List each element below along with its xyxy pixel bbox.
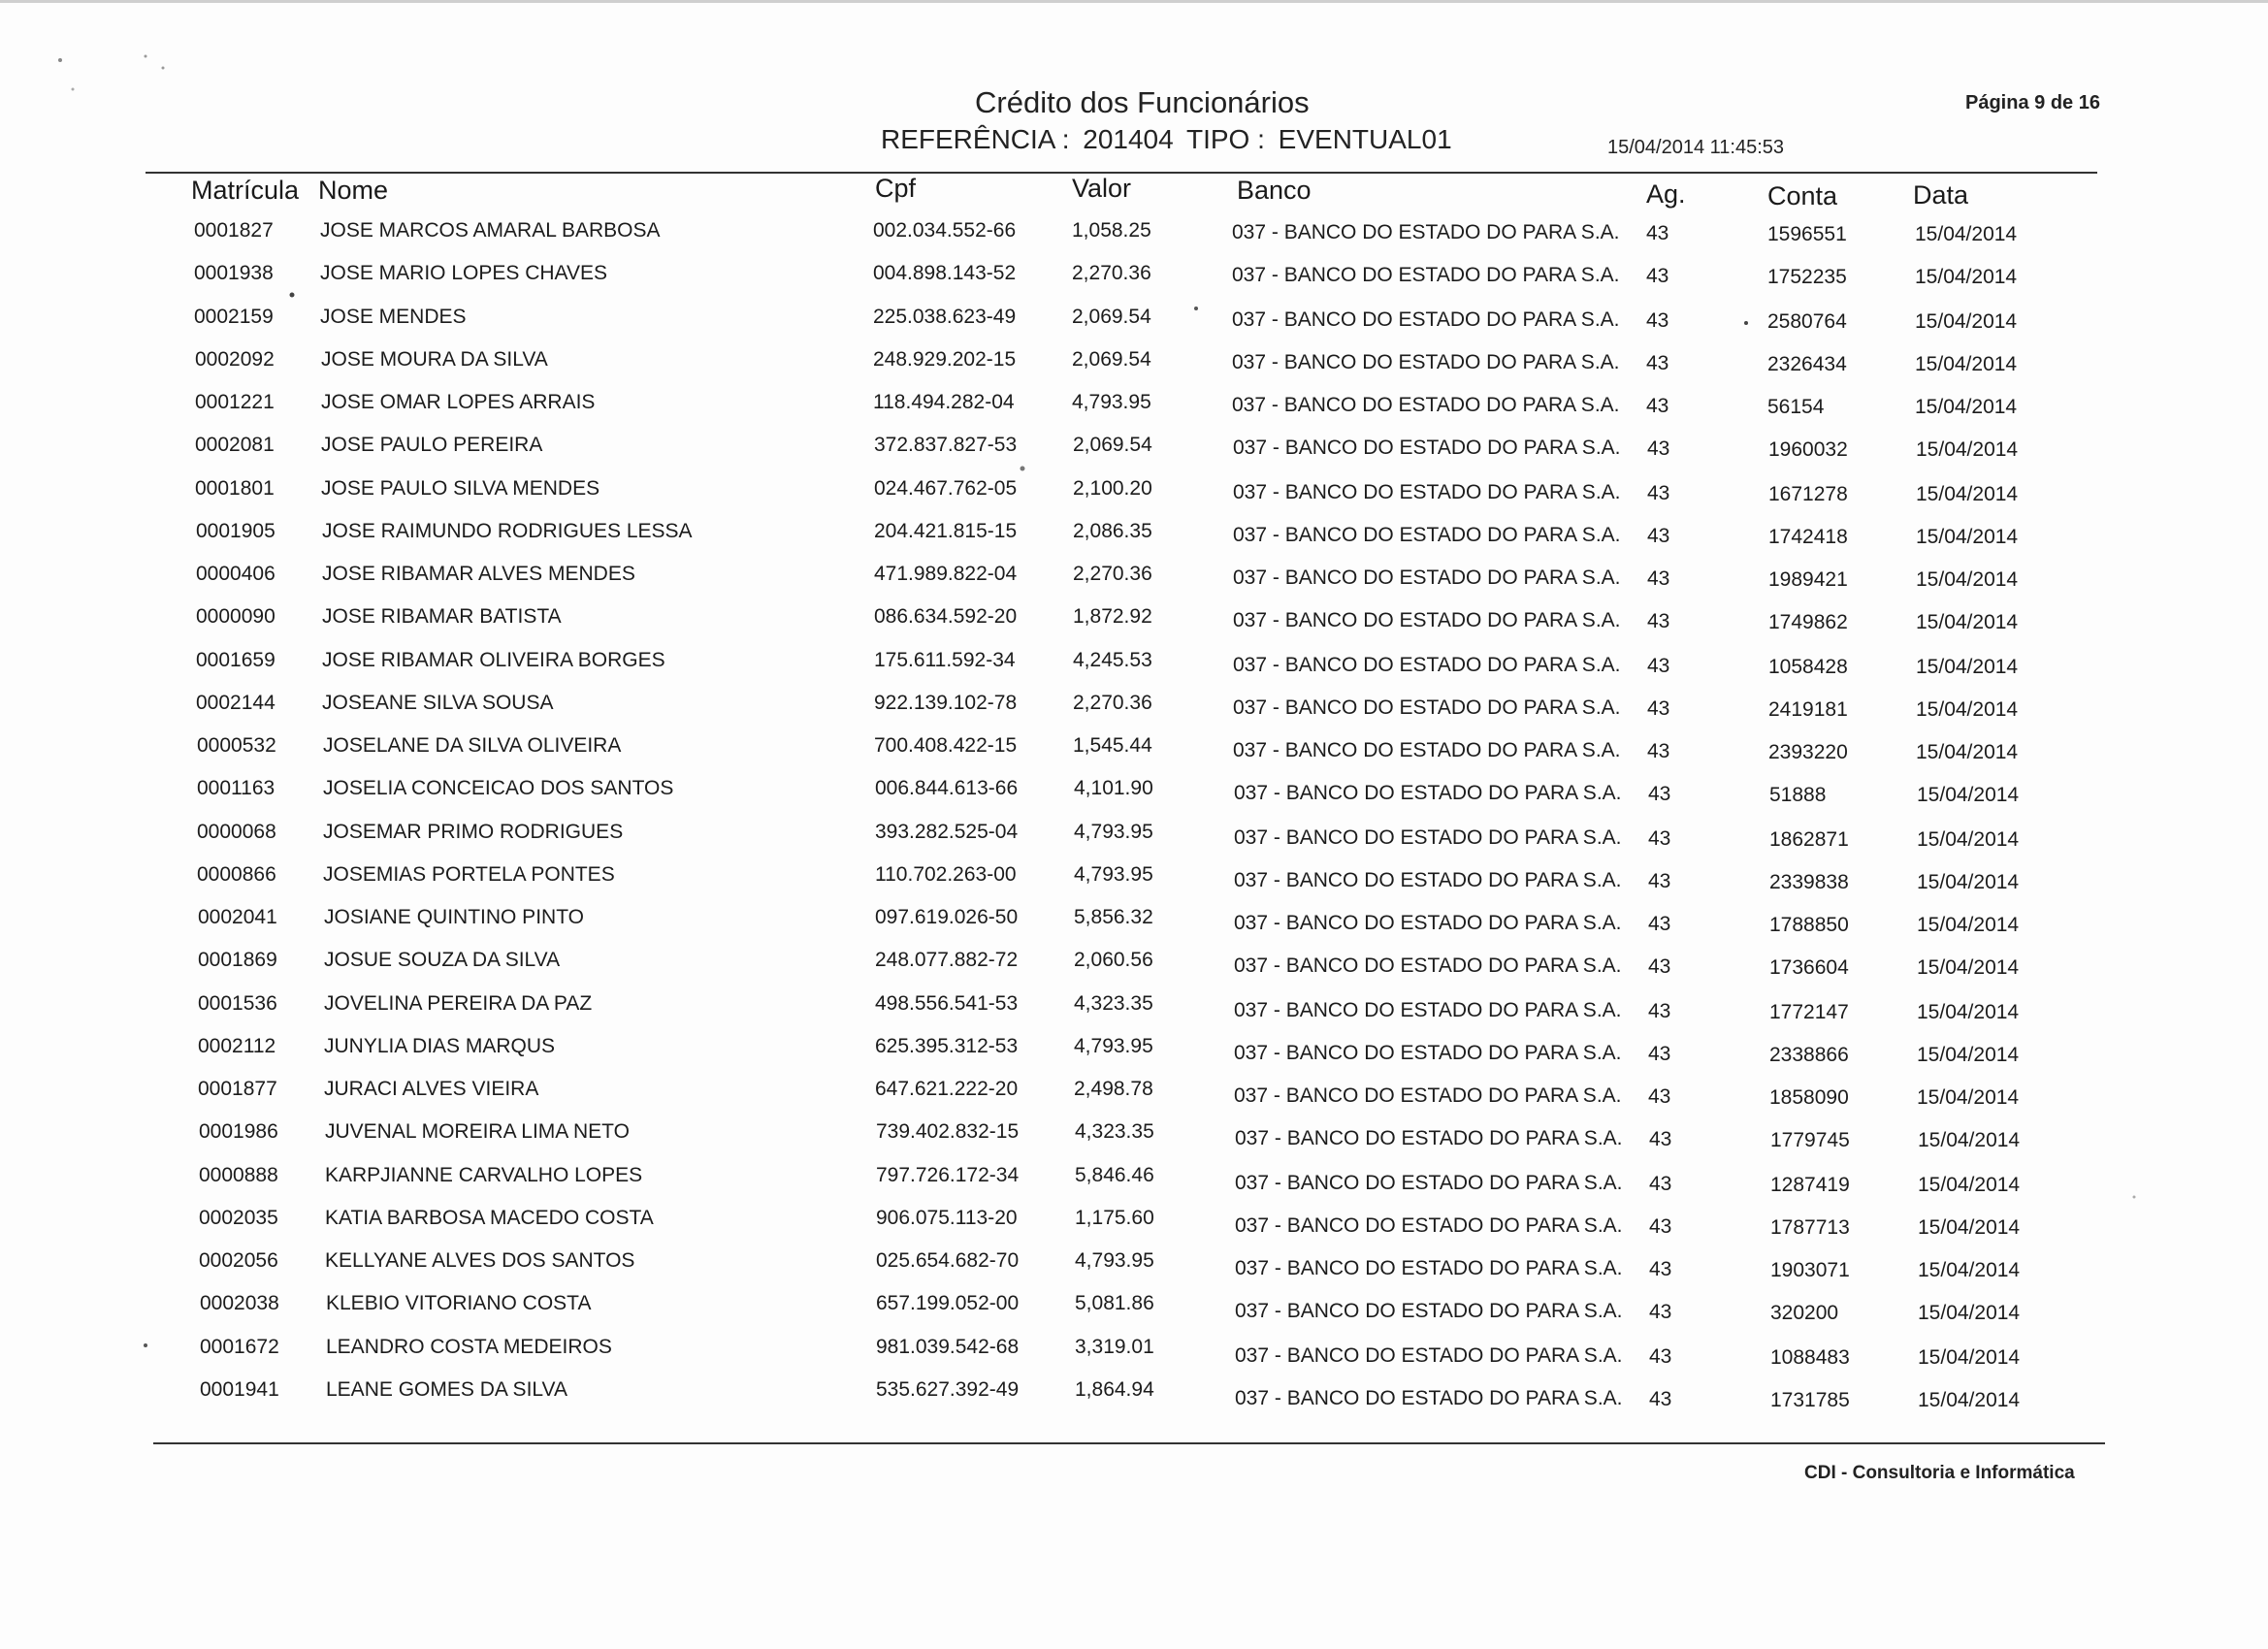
cell-data: 15/04/2014: [1918, 1302, 2021, 1325]
cell-matricula: 0000068: [197, 820, 276, 843]
table-row: [0, 692, 2268, 730]
cell-valor: 4,323.35: [1075, 1120, 1154, 1144]
cell-cpf: 700.408.422-15: [874, 734, 1018, 757]
cell-matricula: 0001869: [198, 949, 277, 972]
cell-conta: 2580764: [1767, 309, 1847, 333]
cell-valor: 2,069.54: [1073, 434, 1152, 457]
table-row: [0, 1035, 2268, 1074]
cell-ag: 43: [1648, 999, 1671, 1022]
cell-banco: 037 - BANCO DO ESTADO DO PARA S.A.: [1233, 566, 1621, 589]
cell-banco: 037 - BANCO DO ESTADO DO PARA S.A.: [1235, 1257, 1623, 1279]
cell-nome: JOSE PAULO PEREIRA: [321, 434, 543, 457]
table-row: [0, 219, 2268, 258]
table-row: [0, 306, 2268, 344]
cell-banco: 037 - BANCO DO ESTADO DO PARA S.A.: [1234, 998, 1622, 1021]
cell-cpf: 110.702.263-00: [875, 862, 1017, 886]
cell-nome: JOSIANE QUINTINO PINTO: [324, 906, 584, 928]
cell-matricula: 0000090: [196, 605, 275, 629]
cell-ag: 43: [1647, 740, 1670, 762]
tipo-value: EVENTUAL01: [1278, 124, 1452, 154]
cell-nome: JOSE RIBAMAR OLIVEIRA BORGES: [322, 648, 665, 671]
cell-valor: 2,086.35: [1073, 519, 1152, 542]
cell-banco: 037 - BANCO DO ESTADO DO PARA S.A.: [1233, 609, 1621, 632]
table-row: [0, 649, 2268, 688]
cell-valor: 2,270.36: [1073, 563, 1152, 585]
cell-valor: 5,856.32: [1074, 906, 1153, 928]
cell-data: 15/04/2014: [1915, 352, 2018, 375]
cell-cpf: 647.621.222-20: [875, 1078, 1019, 1100]
cell-cpf: 657.199.052-00: [876, 1292, 1020, 1315]
cell-ag: 43: [1648, 1042, 1671, 1065]
cell-nome: KLEBIO VITORIANO COSTA: [326, 1292, 592, 1315]
cell-cpf: 906.075.113-20: [876, 1206, 1018, 1229]
cell-banco: 037 - BANCO DO ESTADO DO PARA S.A.: [1234, 912, 1622, 934]
cell-conta: 1788850: [1769, 914, 1849, 936]
cell-valor: 1,175.60: [1075, 1206, 1154, 1229]
cell-matricula: 0000406: [196, 563, 275, 585]
cell-nome: JOSE PAULO SILVA MENDES: [321, 476, 600, 500]
cell-data: 15/04/2014: [1917, 827, 2020, 851]
cell-valor: 2,060.56: [1074, 949, 1153, 972]
cell-valor: 4,323.35: [1074, 991, 1153, 1015]
cell-valor: 2,270.36: [1072, 262, 1151, 285]
cell-nome: JUNYLIA DIAS MARQUS: [324, 1034, 556, 1057]
cell-data: 15/04/2014: [1916, 525, 2019, 548]
cell-cpf: 248.077.882-72: [875, 949, 1019, 972]
referencia-value: 201404: [1083, 124, 1174, 154]
cell-data: 15/04/2014: [1915, 266, 2018, 289]
cell-banco: 037 - BANCO DO ESTADO DO PARA S.A.: [1235, 1127, 1623, 1150]
cell-nome: JOSE MARCOS AMARAL BARBOSA: [320, 219, 661, 242]
cell-banco: 037 - BANCO DO ESTADO DO PARA S.A.: [1235, 1386, 1623, 1409]
cell-conta: 1596551: [1767, 223, 1847, 245]
cell-matricula: 0000888: [199, 1163, 278, 1186]
cell-data: 15/04/2014: [1916, 611, 2019, 634]
cell-conta: 51888: [1769, 784, 1827, 807]
table-row: [0, 992, 2268, 1031]
cell-valor: 2,069.54: [1072, 347, 1151, 371]
cell-cpf: 739.402.832-15: [876, 1120, 1020, 1144]
cell-nome: KATIA BARBOSA MACEDO COSTA: [325, 1206, 654, 1229]
cell-cpf: 225.038.623-49: [873, 305, 1017, 328]
cell-matricula: 0002035: [199, 1206, 278, 1229]
cell-banco: 037 - BANCO DO ESTADO DO PARA S.A.: [1232, 394, 1620, 416]
cell-cpf: 535.627.392-49: [876, 1377, 1020, 1401]
cell-matricula: 0002041: [198, 906, 277, 928]
cell-matricula: 0001672: [200, 1335, 279, 1358]
cell-cpf: 006.844.613-66: [875, 777, 1019, 800]
cell-data: 15/04/2014: [1916, 697, 2019, 721]
cell-valor: 4,101.90: [1074, 777, 1153, 800]
column-header-data: Data: [1913, 180, 1969, 210]
cell-ag: 43: [1647, 524, 1670, 547]
cell-conta: 1862871: [1769, 827, 1849, 851]
cell-ag: 43: [1647, 437, 1670, 461]
cell-data: 15/04/2014: [1916, 568, 2019, 591]
cell-conta: 1903071: [1770, 1259, 1850, 1281]
cell-cpf: 797.726.172-34: [876, 1163, 1020, 1186]
column-header-banco: Banco: [1237, 176, 1312, 205]
table-row: [0, 1078, 2268, 1116]
cell-ag: 43: [1647, 610, 1670, 633]
column-header-valor: Valor: [1072, 174, 1132, 203]
cell-valor: 2,498.78: [1074, 1078, 1153, 1100]
cell-nome: JOSEMAR PRIMO RODRIGUES: [323, 820, 624, 843]
cell-matricula: 0001221: [195, 391, 275, 413]
table-row: [0, 821, 2268, 859]
cell-nome: JOSE MARIO LOPES CHAVES: [320, 262, 608, 285]
cell-ag: 43: [1648, 869, 1671, 892]
page-number: Página 9 de 16: [1965, 92, 2100, 113]
cell-cpf: 625.395.312-53: [875, 1034, 1019, 1057]
cell-matricula: 0001536: [198, 991, 277, 1015]
cell-nome: JOSELIA CONCEICAO DOS SANTOS: [323, 777, 674, 800]
cell-banco: 037 - BANCO DO ESTADO DO PARA S.A.: [1233, 739, 1621, 761]
table-row: [0, 863, 2268, 902]
cell-ag: 43: [1646, 395, 1669, 417]
table-row: [0, 262, 2268, 301]
cell-ag: 43: [1649, 1344, 1672, 1368]
cell-data: 15/04/2014: [1916, 655, 2019, 678]
footer-company: CDI - Consultoria e Informática: [1804, 1463, 2075, 1483]
cell-ag: 43: [1647, 481, 1670, 504]
cell-ag: 43: [1646, 308, 1669, 332]
cell-conta: 1731785: [1770, 1388, 1850, 1411]
cell-matricula: 0000866: [197, 862, 276, 886]
cell-matricula: 0000532: [197, 734, 276, 757]
cell-matricula: 0002112: [198, 1034, 276, 1057]
table-row: [0, 906, 2268, 945]
cell-valor: 2,100.20: [1073, 476, 1152, 500]
cell-valor: 4,245.53: [1073, 648, 1152, 671]
cell-valor: 1,864.94: [1075, 1377, 1154, 1401]
cell-banco: 037 - BANCO DO ESTADO DO PARA S.A.: [1234, 825, 1622, 849]
cell-ag: 43: [1648, 955, 1671, 979]
table-row: [0, 949, 2268, 987]
column-header-cpf: Cpf: [875, 174, 917, 203]
cell-data: 15/04/2014: [1916, 741, 2019, 763]
cell-banco: 037 - BANCO DO ESTADO DO PARA S.A.: [1232, 264, 1620, 287]
cell-conta: 1989421: [1768, 568, 1848, 591]
cell-matricula: 0001801: [195, 476, 275, 500]
cell-ag: 43: [1649, 1258, 1672, 1280]
cell-banco: 037 - BANCO DO ESTADO DO PARA S.A.: [1232, 307, 1620, 331]
cell-data: 15/04/2014: [1917, 784, 2020, 807]
table-row: [0, 477, 2268, 516]
cell-nome: LEANDRO COSTA MEDEIROS: [326, 1335, 612, 1358]
cell-valor: 4,793.95: [1072, 391, 1151, 413]
cell-conta: 1088483: [1770, 1345, 1850, 1369]
column-header-ag: Ag.: [1646, 179, 1686, 209]
cell-cpf: 024.467.762-05: [874, 476, 1018, 500]
cell-ag: 43: [1648, 1085, 1671, 1108]
table-row: [0, 734, 2268, 773]
cell-matricula: 0001941: [200, 1377, 279, 1401]
cell-ag: 43: [1648, 826, 1671, 850]
report-title: Crédito dos Funcionários: [975, 85, 1310, 119]
table-row: [0, 520, 2268, 559]
cell-conta: 2326434: [1767, 352, 1847, 375]
cell-data: 15/04/2014: [1918, 1129, 2021, 1152]
cell-banco: 037 - BANCO DO ESTADO DO PARA S.A.: [1232, 221, 1620, 243]
cell-data: 15/04/2014: [1917, 914, 2020, 936]
cell-banco: 037 - BANCO DO ESTADO DO PARA S.A.: [1235, 1343, 1623, 1367]
cell-matricula: 0002144: [196, 691, 275, 714]
cell-conta: 2393220: [1768, 741, 1848, 763]
cell-nome: JOSE OMAR LOPES ARRAIS: [321, 391, 596, 413]
cell-cpf: 175.611.592-34: [874, 648, 1016, 671]
cell-banco: 037 - BANCO DO ESTADO DO PARA S.A.: [1234, 782, 1622, 805]
table-row: [0, 348, 2268, 387]
cell-valor: 2,270.36: [1073, 691, 1152, 714]
cell-conta: 2419181: [1768, 697, 1848, 721]
cell-nome: JOSE RIBAMAR BATISTA: [322, 605, 562, 629]
cell-matricula: 0002159: [194, 305, 274, 328]
cell-ag: 43: [1648, 783, 1671, 806]
cell-data: 15/04/2014: [1915, 223, 2018, 245]
cell-conta: 1736604: [1769, 956, 1849, 980]
table-row: [0, 1378, 2268, 1417]
cell-valor: 5,846.46: [1075, 1163, 1154, 1186]
cell-data: 15/04/2014: [1917, 870, 2020, 893]
cell-data: 15/04/2014: [1917, 1000, 2020, 1023]
cell-nome: JOSEMIAS PORTELA PONTES: [323, 862, 615, 886]
cell-ag: 43: [1646, 222, 1669, 244]
cell-cpf: 002.034.552-66: [873, 219, 1017, 242]
cell-data: 15/04/2014: [1918, 1259, 2021, 1281]
cell-nome: KARPJIANNE CARVALHO LOPES: [325, 1163, 643, 1186]
cell-ag: 43: [1649, 1214, 1672, 1238]
cell-cpf: 393.282.525-04: [875, 820, 1019, 843]
cell-data: 15/04/2014: [1915, 309, 2018, 333]
cell-banco: 037 - BANCO DO ESTADO DO PARA S.A.: [1235, 1300, 1623, 1323]
cell-banco: 037 - BANCO DO ESTADO DO PARA S.A.: [1233, 653, 1621, 676]
cell-cpf: 498.556.541-53: [875, 991, 1019, 1015]
cell-ag: 43: [1647, 696, 1670, 720]
column-header-matricula: Matrícula: [191, 176, 300, 205]
cell-valor: 4,793.95: [1074, 820, 1153, 843]
cell-conta: 1787713: [1770, 1215, 1850, 1239]
cell-banco: 037 - BANCO DO ESTADO DO PARA S.A.: [1233, 480, 1621, 503]
cell-valor: 4,793.95: [1074, 1034, 1153, 1057]
column-header-conta: Conta: [1767, 181, 1838, 210]
cell-cpf: 471.989.822-04: [874, 563, 1018, 585]
table-row: [0, 605, 2268, 644]
cell-conta: 320200: [1770, 1302, 1839, 1325]
cell-data: 15/04/2014: [1918, 1388, 2021, 1411]
cell-ag: 43: [1649, 1301, 1672, 1324]
cell-matricula: 0002056: [199, 1249, 278, 1272]
cell-conta: 1742418: [1768, 525, 1848, 548]
cell-nome: JOSEANE SILVA SOUSA: [322, 691, 554, 714]
cell-nome: JOSUE SOUZA DA SILVA: [324, 949, 561, 972]
cell-banco: 037 - BANCO DO ESTADO DO PARA S.A.: [1233, 695, 1621, 719]
cell-matricula: 0001877: [198, 1078, 277, 1100]
cell-cpf: 097.619.026-50: [875, 906, 1019, 928]
cell-banco: 037 - BANCO DO ESTADO DO PARA S.A.: [1232, 350, 1620, 373]
cell-nome: LEANE GOMES DA SILVA: [326, 1377, 567, 1401]
cell-matricula: 0001163: [197, 777, 275, 800]
table-row: [0, 391, 2268, 430]
table-row: [0, 1207, 2268, 1245]
cell-data: 15/04/2014: [1918, 1345, 2021, 1369]
cell-matricula: 0002081: [195, 434, 275, 457]
cell-matricula: 0002092: [195, 347, 275, 371]
cell-matricula: 0001986: [199, 1120, 278, 1144]
cell-banco: 037 - BANCO DO ESTADO DO PARA S.A.: [1235, 1213, 1623, 1237]
cell-conta: 2338866: [1769, 1043, 1849, 1066]
cell-valor: 5,081.86: [1075, 1292, 1154, 1315]
cell-valor: 4,793.95: [1074, 862, 1153, 886]
table-row: [0, 1164, 2268, 1203]
cell-cpf: 004.898.143-52: [873, 262, 1017, 285]
cell-valor: 3,319.01: [1075, 1335, 1154, 1358]
cell-data: 15/04/2014: [1916, 438, 2019, 462]
cell-data: 15/04/2014: [1915, 396, 2018, 418]
cell-cpf: 204.421.815-15: [874, 519, 1018, 542]
cell-conta: 1058428: [1768, 655, 1848, 678]
cell-conta: 1858090: [1769, 1086, 1849, 1109]
cell-nome: JURACI ALVES VIEIRA: [324, 1078, 539, 1100]
cell-nome: JOSE RAIMUNDO RODRIGUES LESSA: [322, 519, 693, 542]
tipo-label: TIPO :: [1185, 124, 1265, 154]
cell-matricula: 0001827: [194, 219, 274, 242]
cell-ag: 43: [1649, 1172, 1672, 1195]
table-row: [0, 1249, 2268, 1288]
cell-ag: 43: [1648, 913, 1671, 935]
cell-ag: 43: [1646, 265, 1669, 288]
cell-conta: 1779745: [1770, 1129, 1850, 1152]
cell-valor: 2,069.54: [1072, 305, 1151, 328]
cell-banco: 037 - BANCO DO ESTADO DO PARA S.A.: [1233, 436, 1621, 460]
cell-nome: JUVENAL MOREIRA LIMA NETO: [325, 1120, 630, 1144]
cell-banco: 037 - BANCO DO ESTADO DO PARA S.A.: [1234, 1041, 1622, 1064]
table-row: [0, 777, 2268, 816]
cell-nome: JOSE RIBAMAR ALVES MENDES: [322, 563, 635, 585]
cell-valor: 1,872.92: [1073, 605, 1152, 629]
cell-cpf: 922.139.102-78: [874, 691, 1018, 714]
referencia-label: REFERÊNCIA :: [881, 124, 1070, 154]
cell-conta: 1287419: [1770, 1173, 1850, 1196]
cell-matricula: 0002038: [200, 1292, 279, 1315]
cell-data: 15/04/2014: [1916, 482, 2019, 505]
table-row: [0, 1336, 2268, 1374]
report-datetime: 15/04/2014 11:45:53: [1607, 137, 1785, 158]
cell-ag: 43: [1646, 351, 1669, 374]
table-row: [0, 1292, 2268, 1331]
cell-matricula: 0001938: [194, 262, 274, 285]
cell-cpf: 118.494.282-04: [873, 391, 1015, 413]
cell-conta: 1671278: [1768, 482, 1848, 505]
cell-cpf: 025.654.682-70: [876, 1249, 1020, 1272]
cell-cpf: 086.634.592-20: [874, 605, 1018, 629]
column-header-nome: Nome: [318, 176, 389, 205]
cell-banco: 037 - BANCO DO ESTADO DO PARA S.A.: [1234, 868, 1622, 891]
table-row: [0, 1120, 2268, 1159]
cell-nome: JOSE MENDES: [320, 305, 467, 328]
cell-conta: 56154: [1767, 396, 1825, 418]
cell-banco: 037 - BANCO DO ESTADO DO PARA S.A.: [1234, 954, 1622, 978]
cell-data: 15/04/2014: [1917, 1086, 2020, 1109]
cell-nome: JOSE MOURA DA SILVA: [321, 347, 548, 371]
cell-nome: JOSELANE DA SILVA OLIVEIRA: [323, 734, 622, 757]
cell-nome: KELLYANE ALVES DOS SANTOS: [325, 1249, 635, 1272]
cell-cpf: 981.039.542-68: [876, 1335, 1020, 1358]
cell-cpf: 248.929.202-15: [873, 347, 1017, 371]
cell-valor: 1,545.44: [1073, 734, 1152, 757]
cell-data: 15/04/2014: [1918, 1173, 2021, 1196]
cell-conta: 1749862: [1768, 611, 1848, 634]
cell-ag: 43: [1649, 1387, 1672, 1410]
cell-banco: 037 - BANCO DO ESTADO DO PARA S.A.: [1234, 1084, 1622, 1107]
cell-banco: 037 - BANCO DO ESTADO DO PARA S.A.: [1235, 1171, 1623, 1194]
cell-matricula: 0001659: [196, 648, 275, 671]
cell-conta: 1960032: [1768, 438, 1848, 462]
cell-conta: 1752235: [1767, 266, 1847, 289]
table-row: [0, 563, 2268, 601]
footer-divider: [153, 1442, 2105, 1444]
cell-matricula: 0001905: [196, 519, 275, 542]
cell-valor: 1,058.25: [1072, 219, 1151, 242]
cell-ag: 43: [1647, 567, 1670, 590]
cell-banco: 037 - BANCO DO ESTADO DO PARA S.A.: [1233, 523, 1621, 546]
cell-ag: 43: [1647, 654, 1670, 677]
table-row: [0, 434, 2268, 472]
cell-conta: 1772147: [1769, 1000, 1849, 1023]
cell-ag: 43: [1649, 1128, 1672, 1151]
cell-data: 15/04/2014: [1918, 1215, 2021, 1239]
cell-data: 15/04/2014: [1917, 956, 2020, 980]
cell-data: 15/04/2014: [1917, 1043, 2020, 1066]
cell-valor: 4,793.95: [1075, 1249, 1154, 1272]
cell-conta: 2339838: [1769, 870, 1849, 893]
cell-cpf: 372.837.827-53: [874, 434, 1018, 457]
cell-nome: JOVELINA PEREIRA DA PAZ: [324, 991, 593, 1015]
